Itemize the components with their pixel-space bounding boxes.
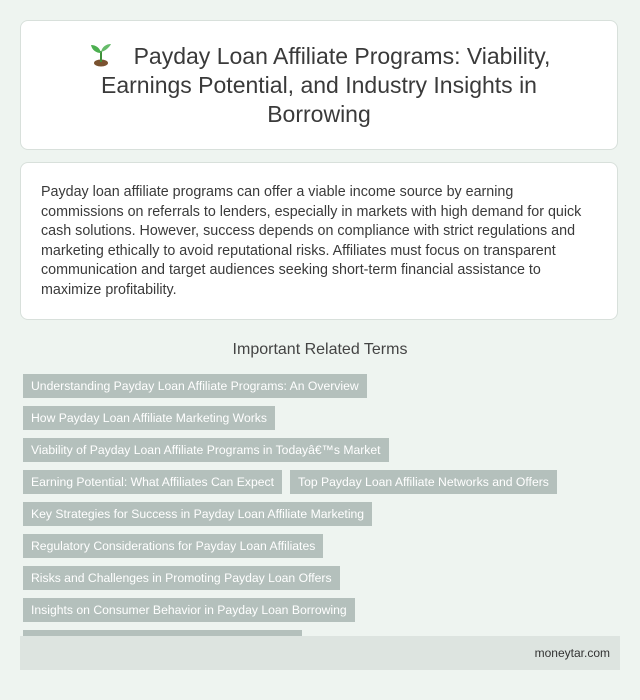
site-link[interactable]: moneytar.com xyxy=(534,646,610,660)
related-term[interactable]: Risks and Challenges in Promoting Payday Loan Offers xyxy=(23,566,340,590)
summary-text: Payday loan affiliate programs can offer a viable income source by earning commissions on referrals to lenders, especially in markets with high demand for quick cash solutions. However, success depends on compliance with strict regulations and marketing ethically to avoid reputational risks. Affiliates must focus on transparent communication and target audiences seeking short-term financial assistance to maximize profitability. xyxy=(41,184,582,298)
footer-bar xyxy=(20,636,620,670)
title-text: Payday Loan Affiliate Programs: Viability, Earnings Potential, and Industry Insights in Borrowing xyxy=(101,43,551,127)
related-term[interactable]: Regulatory Considerations for Payday Loan Affiliates xyxy=(23,534,323,558)
related-term[interactable]: Viability of Payday Loan Affiliate Programs in Todayâ€™s Market xyxy=(23,438,389,462)
related-terms-list xyxy=(23,374,623,654)
page-title xyxy=(59,41,579,129)
related-terms-heading: Important Related Terms xyxy=(232,341,408,358)
related-term[interactable]: Top Payday Loan Affiliate Networks and Offers xyxy=(290,470,557,494)
sprout-icon xyxy=(88,41,114,67)
title-card xyxy=(20,20,618,150)
related-term[interactable]: Key Strategies for Success in Payday Loan Affiliate Marketing xyxy=(23,502,372,526)
summary-card xyxy=(20,162,618,320)
related-term[interactable]: Understanding Payday Loan Affiliate Programs: An Overview xyxy=(23,374,367,398)
related-term[interactable]: Earning Potential: What Affiliates Can Expect xyxy=(23,470,282,494)
related-term[interactable]: Insights on Consumer Behavior in Payday Loan Borrowing xyxy=(23,598,355,622)
related-term[interactable]: How Payday Loan Affiliate Marketing Works xyxy=(23,406,275,430)
